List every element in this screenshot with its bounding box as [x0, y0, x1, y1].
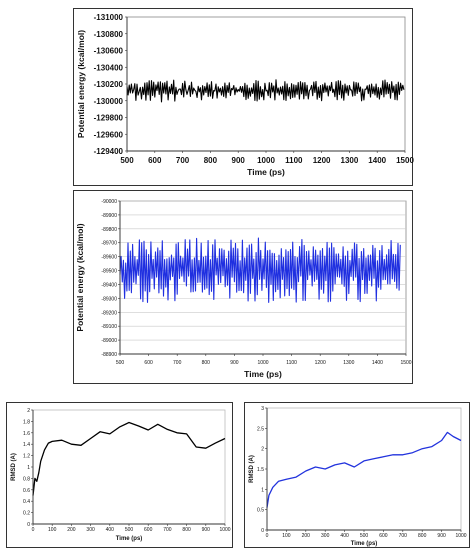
plot-area: [33, 410, 225, 524]
y-tick-label: -130800: [93, 29, 123, 39]
y-tick-label: 0.8: [23, 476, 30, 483]
x-tick-label: 900: [201, 527, 210, 533]
y-tick-label: 2: [27, 408, 30, 414]
y-tick-label: 1: [27, 465, 30, 471]
x-axis-title: Time (ps): [244, 369, 282, 379]
x-tick-label: 500: [120, 156, 134, 165]
x-axis-title: Time (ps): [350, 541, 378, 547]
rmsd-chart-2: [245, 403, 471, 549]
x-axis-title: Time (ps): [115, 536, 143, 542]
y-tick-label: 0.2: [23, 510, 30, 517]
y-tick-label: -89500: [101, 268, 117, 275]
x-tick-label: 400: [340, 533, 349, 539]
x-tick-label: 600: [144, 360, 153, 366]
y-tick-label: -89200: [101, 310, 117, 317]
y-tick-label: -129600: [93, 130, 123, 140]
y-tick-label: 1.6: [23, 430, 30, 437]
x-tick-label: 1000: [219, 527, 231, 533]
energy-chart-2-frame: [73, 190, 413, 384]
rmsd-chart-1: [7, 403, 234, 549]
y-tick-label: 1.8: [23, 419, 30, 426]
y-tick-label: -89600: [101, 254, 117, 261]
x-tick-label: 300: [86, 527, 95, 533]
x-tick-label: 800: [201, 360, 210, 366]
x-tick-label: 1400: [371, 360, 383, 366]
y-tick-label: 0.5: [257, 507, 264, 514]
x-tick-label: 500: [359, 533, 369, 539]
energy-chart-1: [74, 9, 414, 187]
y-tick-label: -89700: [101, 240, 117, 247]
rmsd-chart-1-frame: [6, 402, 233, 548]
x-tick-label: 500: [115, 360, 125, 366]
y-tick-label: -89900: [101, 212, 117, 219]
x-tick-label: 700: [173, 360, 182, 366]
y-tick-label: -129800: [93, 113, 123, 123]
x-tick-label: 1000: [257, 156, 275, 165]
x-tick-label: 600: [144, 527, 153, 533]
y-tick-label: -88900: [101, 352, 117, 358]
x-tick-label: 800: [418, 533, 427, 539]
x-tick-label: 700: [175, 156, 190, 165]
x-tick-label: 700: [398, 533, 407, 539]
x-tick-label: 500: [124, 527, 134, 533]
y-tick-label: 2: [261, 446, 264, 453]
x-tick-label: 1100: [286, 360, 297, 366]
x-tick-label: 300: [321, 533, 330, 539]
x-tick-label: 600: [379, 533, 388, 539]
x-tick-label: 1200: [314, 360, 326, 366]
y-axis-title: RMSD (A): [11, 453, 17, 481]
y-tick-label: -130600: [93, 46, 123, 56]
y-tick-label: 1: [261, 487, 264, 494]
energy-chart-2: [74, 191, 414, 385]
x-tick-label: 100: [282, 533, 291, 539]
x-tick-label: 1500: [400, 360, 412, 366]
x-tick-label: 1000: [257, 360, 269, 366]
y-tick-label: 2.5: [257, 426, 264, 433]
y-tick-label: -89100: [101, 324, 117, 331]
x-tick-label: 0: [31, 527, 35, 533]
y-tick-label: 0.6: [23, 487, 30, 494]
x-tick-label: 200: [67, 527, 76, 533]
x-tick-label: 800: [203, 156, 218, 165]
y-tick-label: -130200: [93, 80, 123, 89]
x-axis-title: Time (ps): [247, 167, 285, 177]
y-tick-label: -89000: [101, 338, 117, 345]
x-tick-label: 1400: [368, 156, 387, 165]
x-tick-label: 800: [182, 527, 191, 533]
x-tick-label: 700: [163, 527, 172, 533]
y-tick-label: -90000: [101, 199, 117, 205]
y-tick-label: 1.4: [23, 442, 30, 449]
x-tick-label: 600: [148, 156, 162, 165]
y-axis-title: Potential energy (kcal/mol): [76, 29, 86, 139]
y-tick-label: 1.5: [257, 467, 264, 473]
y-tick-label: -130000: [93, 96, 123, 106]
x-tick-label: 900: [231, 156, 245, 165]
y-axis-title: RMSD (A): [249, 455, 255, 483]
x-tick-label: 400: [105, 527, 114, 533]
y-axis-title: Potential energy (kcal/mol): [75, 223, 85, 332]
x-tick-label: 900: [230, 360, 239, 366]
y-tick-label: 0.4: [23, 499, 30, 506]
x-tick-label: 1000: [455, 533, 467, 539]
x-tick-label: 1200: [312, 156, 331, 165]
y-tick-label: 0: [261, 528, 264, 534]
rmsd-chart-2-frame: [244, 402, 470, 548]
y-tick-label: -89800: [101, 226, 117, 233]
y-tick-label: -131000: [93, 13, 123, 22]
y-tick-label: -130400: [93, 63, 123, 73]
x-tick-label: 1300: [343, 360, 355, 366]
energy-chart-1-frame: [73, 8, 413, 186]
x-tick-label: 1100: [285, 156, 303, 165]
x-tick-label: 1500: [396, 156, 414, 165]
plot-area: [267, 408, 461, 530]
y-tick-label: -89300: [101, 296, 117, 303]
y-tick-label: 3: [261, 406, 264, 412]
plot-area: [127, 17, 405, 151]
y-tick-label: 0: [27, 522, 30, 528]
y-tick-label: -129400: [93, 147, 123, 156]
x-tick-label: 900: [437, 533, 446, 539]
y-tick-label: -89400: [101, 282, 117, 289]
x-tick-label: 100: [48, 527, 57, 533]
y-tick-label: 1.2: [23, 453, 30, 460]
x-tick-label: 1300: [340, 156, 359, 165]
x-tick-label: 200: [301, 533, 310, 539]
x-tick-label: 0: [265, 533, 269, 539]
